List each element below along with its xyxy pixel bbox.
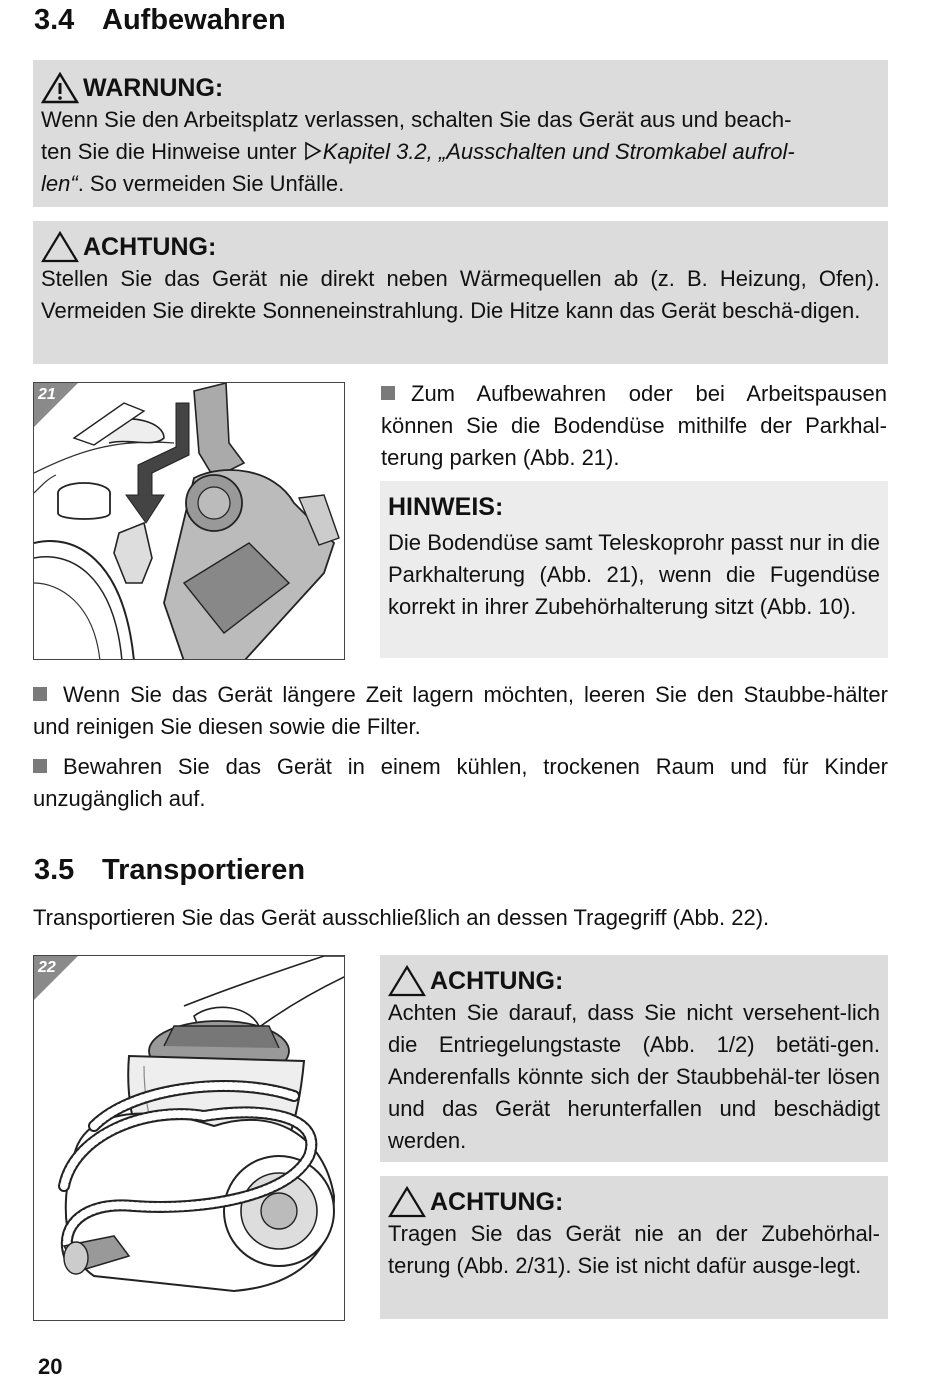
- caution-box-heat: [33, 221, 888, 364]
- parking-instruction-text: Zum Aufbewahren oder bei Arbeitspausen können Sie die Bodendüse mithilfe der Parkhal-terung parken (Abb. 21).: [381, 381, 887, 470]
- warning-title: WARNUNG:: [83, 73, 224, 102]
- location-bullet-text: Bewahren Sie das Gerät in einem kühlen, trockenen Raum und für Kinder unzugänglich auf.: [33, 754, 888, 811]
- section-title: Aufbewahren: [102, 4, 286, 36]
- caution-triangle-icon: [388, 965, 426, 997]
- caution-triangle-icon: [41, 231, 79, 263]
- carrying-vacuum-illustration: [34, 956, 345, 1321]
- warning-line-1: Wenn Sie den Arbeitsplatz verlassen, schalten Sie das Gerät aus und beach-: [41, 107, 792, 132]
- warning-heading: [41, 72, 880, 104]
- figure-number: 22: [38, 959, 56, 976]
- note-text: Die Bodendüse samt Teleskoprohr passt nur in die Parkhalterung (Abb. 21), wenn die Fugendüse korrekt in ihrer Zubehörhalterung sitzt (Abb. 10).: [388, 530, 880, 619]
- figure-number: 21: [38, 386, 56, 403]
- bullet-square-icon: [381, 386, 395, 400]
- section-heading-3-4: [34, 4, 286, 37]
- figure-21: [33, 382, 345, 660]
- caution-heading: [388, 1186, 880, 1218]
- chapter-reference-arrow-icon: [303, 141, 323, 161]
- parking-instruction: [381, 378, 887, 474]
- bullet-square-icon: [33, 687, 47, 701]
- caution-triangle-icon: [388, 1186, 426, 1218]
- transport-instruction: Transportieren Sie das Gerät ausschließlich an dessen Tragegriff (Abb. 22).: [33, 905, 770, 930]
- section-number: 3.5: [34, 854, 75, 886]
- warning-line-2: ten Sie die Hinweise unter: [41, 139, 303, 164]
- warning-exclamation-icon: [41, 72, 79, 104]
- caution-heading: [388, 965, 880, 997]
- section-number: 3.4: [34, 4, 75, 36]
- chapter-reference-link[interactable]: Kapitel 3.2, „Ausschalten und Stromkabel aufrol-: [322, 139, 795, 164]
- caution-heading: [41, 231, 880, 263]
- note-box: [380, 481, 888, 658]
- figure-22: [33, 955, 345, 1321]
- note-title: HINWEIS:: [388, 492, 504, 521]
- caution-text: Tragen Sie das Gerät nie an der Zubehörhal-terung (Abb. 2/31). Sie ist nicht dafür ausge-legt.: [388, 1221, 880, 1278]
- bullet-square-icon: [33, 759, 47, 773]
- warning-text: [41, 104, 880, 200]
- caution-title: ACHTUNG:: [430, 966, 564, 995]
- page-number: 20: [38, 1354, 63, 1379]
- storage-bullet: [33, 679, 888, 743]
- caution-text: Stellen Sie das Gerät nie direkt neben Wärmequellen ab (z. B. Heizung, Ofen). Vermeiden Sie direkte Sonneneinstrahlung. Die Hitze kann das Gerät beschä-digen.: [41, 266, 880, 323]
- warning-box: [33, 60, 888, 207]
- caution-title: ACHTUNG:: [430, 1187, 564, 1216]
- caution-box-accessory-holder: [380, 1176, 888, 1319]
- caution-box-release-button: [380, 955, 888, 1162]
- section-title: Transportieren: [102, 854, 306, 886]
- chapter-reference-link-end[interactable]: len“: [41, 171, 78, 196]
- storage-bullet-text: Wenn Sie das Gerät längere Zeit lagern möchten, leeren Sie den Staubbe-hälter und reinigen Sie diesen sowie die Filter.: [33, 682, 888, 739]
- caution-title: ACHTUNG:: [83, 232, 217, 261]
- warning-line-3: . So vermeiden Sie Unfälle.: [77, 171, 345, 196]
- parking-nozzle-illustration: [34, 383, 345, 660]
- section-heading-3-5: [34, 854, 305, 887]
- location-bullet: [33, 751, 888, 815]
- caution-text: Achten Sie darauf, dass Sie nicht versehent-lich die Entriegelungstaste (Abb. 1/2) betäti-gen. Anderenfalls könnte sich der Staubbehäl-ter lösen und das Gerät herunterfallen und beschädigt werden.: [388, 1000, 880, 1153]
